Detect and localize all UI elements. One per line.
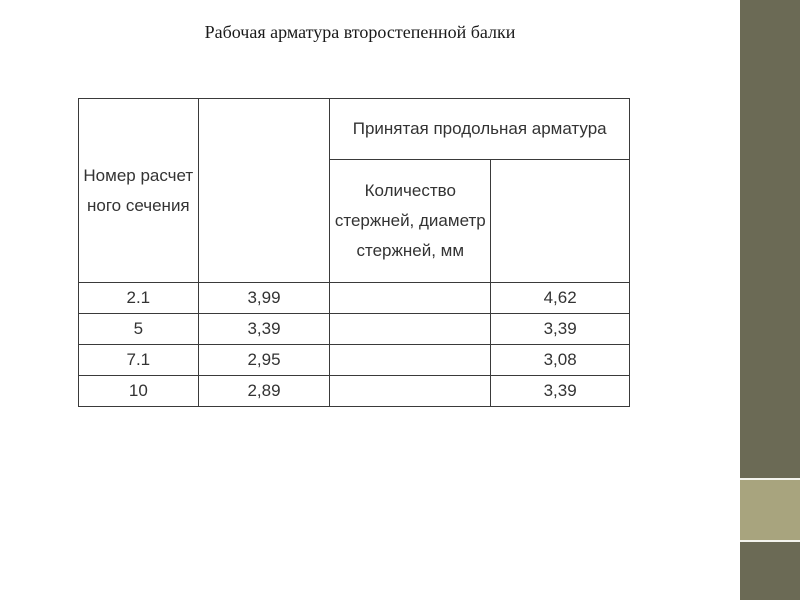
- table-header-row: [79, 99, 630, 160]
- decorative-sidebar-accent: [740, 480, 800, 540]
- cell-bars: [330, 314, 491, 345]
- header-accepted-reinforcement: Принятая продольная арматура: [330, 99, 630, 160]
- cell-area: 3,39: [491, 376, 630, 407]
- header-empty: [198, 99, 330, 283]
- sidebar-divider-bottom: [740, 540, 800, 542]
- cell-bars: [330, 376, 491, 407]
- cell-bars: [330, 345, 491, 376]
- cell-area: 3,08: [491, 345, 630, 376]
- cell-area: 4,62: [491, 283, 630, 314]
- cell-area: 3,39: [491, 314, 630, 345]
- table-row: [79, 314, 630, 345]
- cell-value: 2,89: [198, 376, 330, 407]
- cell-value: 3,99: [198, 283, 330, 314]
- header-section-number: Номер расчетного сечения: [79, 99, 199, 283]
- slide-title: Рабочая арматура второстепенной балки: [204, 22, 516, 42]
- table-row: [79, 376, 630, 407]
- cell-section: 5: [79, 314, 199, 345]
- cell-section: 7.1: [79, 345, 199, 376]
- cell-section: 2.1: [79, 283, 199, 314]
- table-row: [79, 283, 630, 314]
- header-empty-sub: [491, 160, 630, 283]
- table-row: [79, 345, 630, 376]
- header-bar-count-diameter: Количество стержней, диаметр стержней, мм: [330, 160, 491, 283]
- cell-value: 2,95: [198, 345, 330, 376]
- reinforcement-table: [78, 98, 630, 407]
- cell-value: 3,39: [198, 314, 330, 345]
- cell-section: 10: [79, 376, 199, 407]
- cell-bars: [330, 283, 491, 314]
